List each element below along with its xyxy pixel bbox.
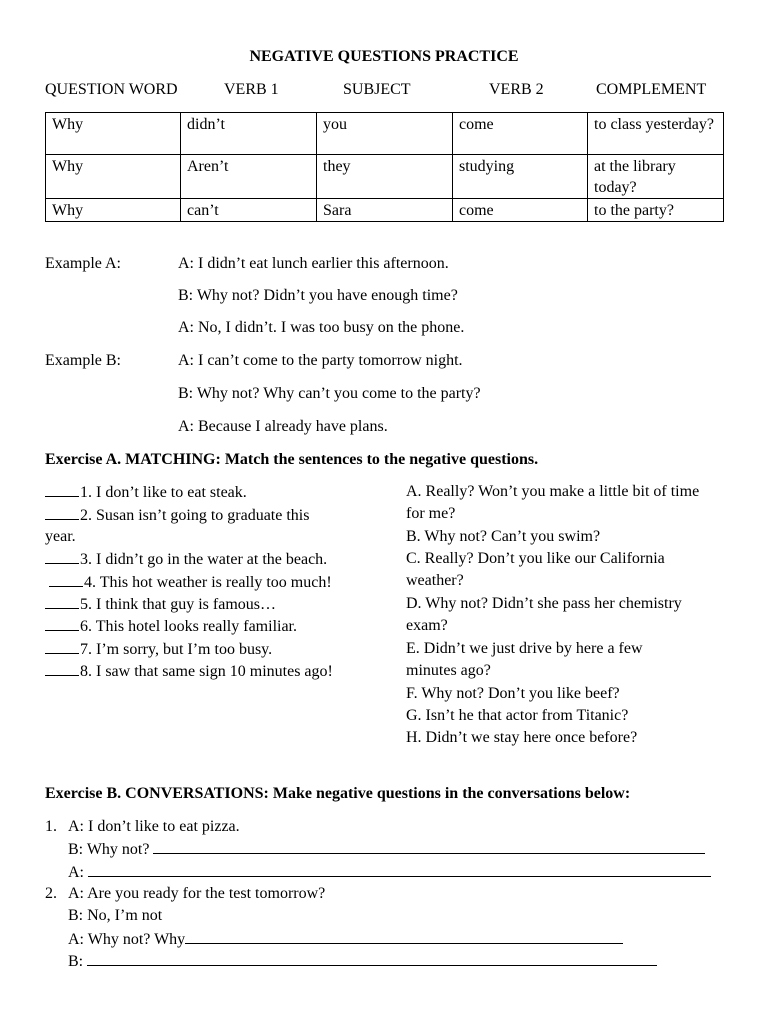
page-title: NEGATIVE QUESTIONS PRACTICE	[249, 48, 519, 65]
table-row	[46, 155, 724, 199]
list-item	[45, 593, 276, 616]
item-text: 6. This hotel looks really familiar.	[80, 618, 297, 635]
example-a-label: Example A:	[45, 255, 121, 272]
example-b-line: A: I can’t come to the party tomorrow night.	[178, 352, 463, 369]
answer-option: H. Didn’t we stay here once before?	[406, 729, 638, 746]
question-table	[45, 112, 724, 222]
conversation-number: 1.	[45, 818, 57, 835]
answer-line[interactable]	[88, 861, 711, 877]
header-verb-1: VERB 1	[224, 81, 279, 98]
exercise-a-heading: Exercise A. MATCHING: Match the sentences to the negative questions.	[45, 451, 539, 468]
table-cell: come	[453, 113, 588, 155]
list-item	[45, 548, 327, 571]
conversation-line	[68, 861, 711, 884]
line-label: A:	[68, 864, 84, 881]
answer-option: E. Didn’t we just drive by here a few minutes ago?	[406, 640, 643, 680]
item-text: 3. I didn’t go in the water at the beach.	[80, 551, 328, 568]
example-b-label: Example B:	[45, 352, 121, 369]
list-item	[45, 638, 272, 661]
example-b-line: A: Because I already have plans.	[178, 418, 388, 435]
answer-blank[interactable]	[45, 638, 79, 654]
list-item	[45, 481, 247, 504]
table-cell: didn’t	[181, 113, 317, 155]
line-label: B:	[68, 953, 84, 970]
table-cell: can’t	[181, 199, 317, 222]
example-b-line: B: Why not? Why can’t you come to the party?	[178, 385, 481, 402]
answer-option: F. Why not? Don’t you like beef?	[406, 685, 620, 702]
answer-option: C. Really? Don’t you like our California weather?	[406, 550, 665, 590]
answer-option: D. Why not? Didn’t she pass her chemistry exam?	[406, 595, 682, 635]
item-text: 7. I’m sorry, but I’m too busy.	[80, 641, 273, 658]
item-text: 2. Susan isn’t going to graduate this	[80, 507, 310, 524]
example-a-line: A: No, I didn’t. I was too busy on the phone.	[178, 319, 465, 336]
answer-line[interactable]	[153, 838, 705, 854]
table-cell: come	[453, 199, 588, 222]
answer-blank[interactable]	[45, 615, 79, 631]
table-cell: Why	[46, 155, 181, 199]
answer-option: B. Why not? Can’t you swim?	[406, 528, 601, 545]
list-item	[45, 660, 333, 683]
answer-blank[interactable]	[49, 571, 83, 587]
answer-line[interactable]	[87, 950, 657, 966]
table-cell: you	[317, 113, 453, 155]
header-question-word: QUESTION WORD	[45, 81, 178, 98]
answer-option: A. Really? Won’t you make a little bit of time for me?	[406, 483, 700, 523]
list-item	[45, 615, 297, 638]
conversation-line: A: Are you ready for the test tomorrow?	[68, 885, 326, 902]
item-text: 5. I think that guy is famous…	[80, 596, 276, 613]
answer-blank[interactable]	[45, 548, 79, 564]
item-text: 8. I saw that same sign 10 minutes ago!	[80, 663, 333, 680]
answer-blank[interactable]	[45, 504, 79, 520]
table-cell: at the library today?	[588, 155, 724, 199]
exercise-b-heading: Exercise B. CONVERSATIONS: Make negative questions in the conversations below:	[45, 785, 631, 802]
table-cell: Why	[46, 113, 181, 155]
item-text: 4. This hot weather is really too much!	[84, 574, 332, 591]
header-complement: COMPLEMENT	[596, 81, 707, 98]
conversation-line	[68, 928, 623, 951]
table-cell: Why	[46, 199, 181, 222]
table-cell: studying	[453, 155, 588, 199]
list-item	[45, 504, 309, 527]
table-row	[46, 113, 724, 155]
table-cell: to class yesterday?	[588, 113, 724, 155]
conversation-line	[68, 838, 705, 861]
table-cell: Aren’t	[181, 155, 317, 199]
conversation-line: A: I don’t like to eat pizza.	[68, 818, 240, 835]
header-verb-2: VERB 2	[489, 81, 544, 98]
list-item	[49, 571, 332, 594]
conversation-line: B: No, I’m not	[68, 907, 163, 924]
line-label: B: Why not?	[68, 841, 150, 858]
conversation-line	[68, 950, 657, 973]
example-a-line: A: I didn’t eat lunch earlier this afternoon.	[178, 255, 449, 272]
answer-blank[interactable]	[45, 660, 79, 676]
table-cell: Sara	[317, 199, 453, 222]
table-cell: to the party?	[588, 199, 724, 222]
answer-blank[interactable]	[45, 593, 79, 609]
answer-option: G. Isn’t he that actor from Titanic?	[406, 707, 629, 724]
list-item-continued: year.	[45, 528, 76, 545]
answer-blank[interactable]	[45, 481, 79, 497]
table-row	[46, 199, 724, 222]
example-a-line: B: Why not? Didn’t you have enough time?	[178, 287, 458, 304]
answer-line[interactable]	[185, 928, 623, 944]
table-cell: they	[317, 155, 453, 199]
item-text: 1. I don’t like to eat steak.	[80, 484, 247, 501]
conversation-number: 2.	[45, 885, 57, 902]
header-subject: SUBJECT	[343, 81, 411, 98]
line-label: A: Why not? Why	[68, 931, 186, 948]
